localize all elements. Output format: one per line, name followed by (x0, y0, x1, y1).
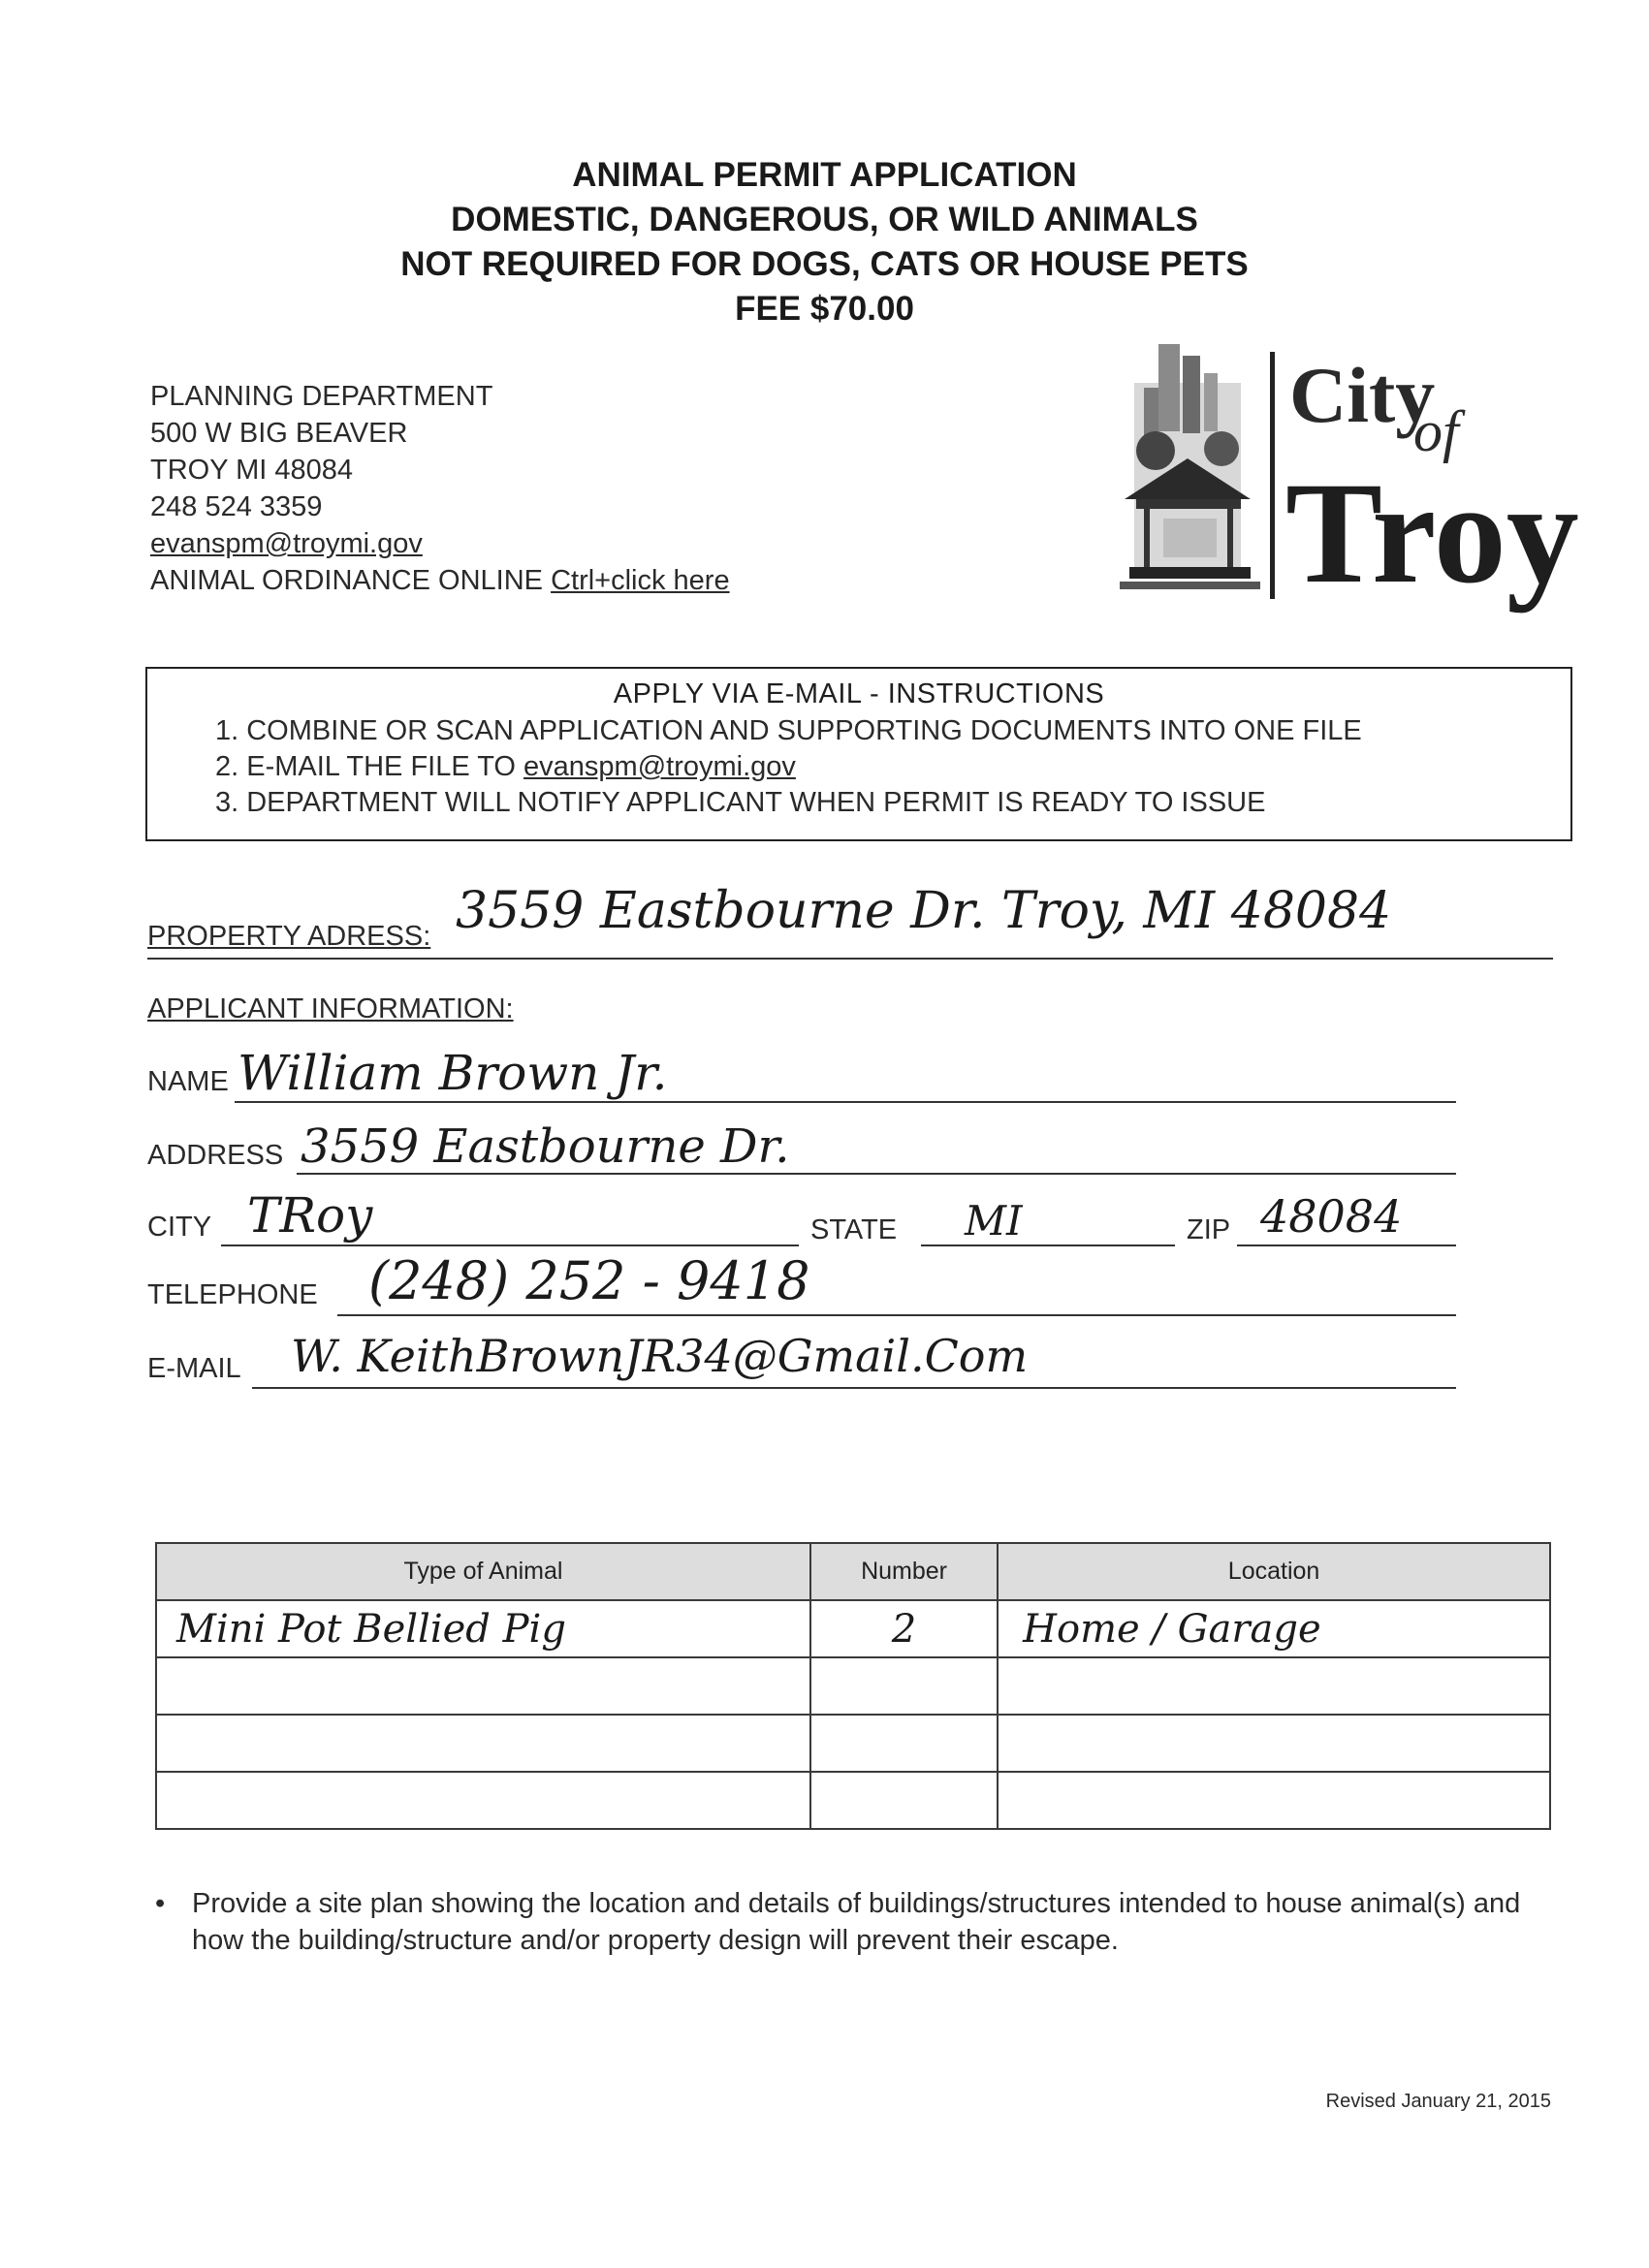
instruction-step: 2. E-MAIL THE FILE TO (215, 751, 524, 782)
instructions-title: APPLY VIA E-MAIL - INSTRUCTIONS (613, 678, 1105, 709)
header-location: Location (998, 1543, 1550, 1600)
instruction-step: 1. COMBINE OR SCAN APPLICATION AND SUPPORTING DOCUMENTS INTO ONE FILE (215, 715, 1362, 746)
animal-type-cell[interactable]: Mini Pot Bellied Pig (156, 1600, 810, 1657)
name-label: NAME (147, 1066, 229, 1097)
logo-text-of: of (1413, 399, 1459, 463)
email-line (252, 1387, 1456, 1389)
property-address-line (147, 958, 1553, 960)
instruction-email-link[interactable]: evanspm@troymi.gov (523, 751, 796, 782)
city-line (221, 1244, 799, 1246)
telephone-field[interactable]: (248) 252 - 9418 (368, 1250, 810, 1311)
table-row (156, 1600, 1550, 1657)
table-row (156, 1772, 1550, 1829)
site-plan-note-text: Provide a site plan showing the location and details of buildings/structures intended to house animal(s) and how the building/structure and/or property design will prevent their escape. (192, 1888, 1521, 1956)
revised-date: Revised January 21, 2015 (1325, 2091, 1551, 2112)
city-label: CITY (147, 1212, 212, 1243)
animal-type-cell[interactable] (156, 1772, 810, 1829)
email-field[interactable]: W. KeithBrownJR34@Gmail.Com (291, 1330, 1029, 1382)
table-row (156, 1657, 1550, 1715)
animal-location-cell[interactable] (998, 1657, 1550, 1715)
zip-label: ZIP (1187, 1214, 1231, 1245)
animal-type-cell[interactable] (156, 1715, 810, 1772)
state-line (921, 1244, 1175, 1246)
zip-line (1237, 1244, 1456, 1246)
state-field[interactable]: MI (965, 1197, 1023, 1244)
applicant-info-heading: APPLICANT INFORMATION: (147, 993, 514, 1024)
animal-type-cell[interactable] (156, 1657, 810, 1715)
animals-table (155, 1542, 1551, 1830)
city-of-troy-logo (1105, 344, 1579, 635)
animal-location-cell[interactable] (998, 1772, 1550, 1829)
instructions-list (215, 713, 1362, 821)
title-line-1: ANIMAL PERMIT APPLICATION (572, 156, 1077, 194)
header-type-of-animal: Type of Animal (156, 1543, 810, 1600)
address-label: ADDRESS (147, 1140, 284, 1171)
animal-number-cell[interactable] (810, 1772, 998, 1829)
address-field[interactable]: 3559 Eastbourne Dr. (301, 1119, 790, 1174)
name-field[interactable]: William Brown Jr. (238, 1045, 668, 1101)
instructions-box (145, 667, 1572, 841)
fee-line: FEE $70.00 (735, 290, 914, 328)
state-label: STATE (810, 1214, 898, 1245)
skyline-graphic (1120, 344, 1260, 589)
form-title (0, 153, 1649, 331)
city-field[interactable]: TRoy (247, 1187, 373, 1244)
logo-text-troy: Troy (1285, 453, 1579, 614)
table-header-row (156, 1543, 1550, 1600)
animal-number-cell[interactable]: 2 (810, 1600, 998, 1657)
department-info (150, 378, 730, 599)
department-street: 500 W BIG BEAVER (150, 418, 408, 449)
header-number: Number (810, 1543, 998, 1600)
instruction-step: 3. DEPARTMENT WILL NOTIFY APPLICANT WHEN PERMIT IS READY TO ISSUE (215, 787, 1266, 818)
zip-field[interactable]: 48084 (1260, 1190, 1403, 1243)
telephone-line (337, 1314, 1456, 1316)
logo-divider (1270, 352, 1275, 599)
email-label: E-MAIL (147, 1353, 241, 1384)
ordinance-label: ANIMAL ORDINANCE ONLINE (150, 565, 543, 596)
logo-text-city: City (1289, 351, 1436, 439)
ordinance-link[interactable]: Ctrl+click here (551, 565, 730, 596)
bullet-icon: • (155, 1888, 166, 1919)
animal-number-cell[interactable] (810, 1657, 998, 1715)
department-city: TROY MI 48084 (150, 455, 354, 486)
title-line-3: NOT REQUIRED FOR DOGS, CATS OR HOUSE PETS (400, 245, 1249, 283)
animal-number-cell[interactable] (810, 1715, 998, 1772)
department-phone: 248 524 3359 (150, 491, 323, 522)
animal-location-cell[interactable] (998, 1715, 1550, 1772)
property-address-label: PROPERTY ADRESS: (147, 921, 431, 952)
property-address-field[interactable]: 3559 Eastbourne Dr. Troy, MI 48084 (456, 882, 1392, 940)
telephone-label: TELEPHONE (147, 1279, 318, 1310)
department-email-link[interactable]: evanspm@troymi.gov (150, 528, 423, 559)
name-line (235, 1101, 1456, 1103)
department-name: PLANNING DEPARTMENT (150, 381, 493, 412)
title-line-2: DOMESTIC, DANGEROUS, OR WILD ANIMALS (451, 201, 1198, 238)
animal-location-cell[interactable]: Home / Garage (998, 1600, 1550, 1657)
table-row (156, 1715, 1550, 1772)
